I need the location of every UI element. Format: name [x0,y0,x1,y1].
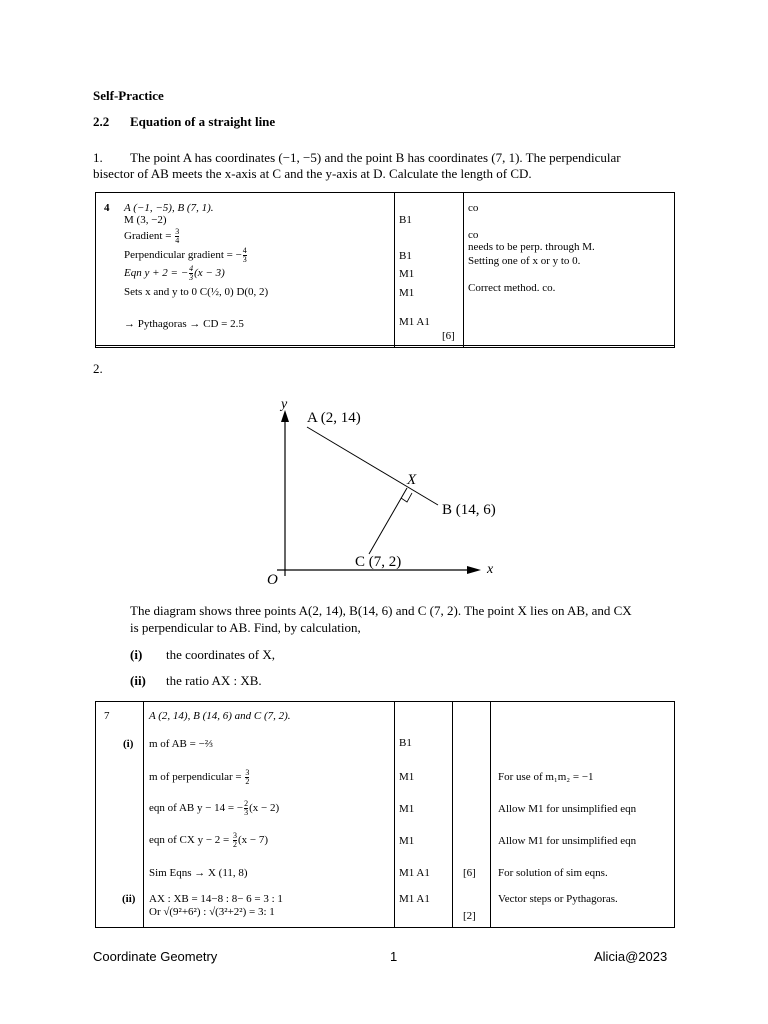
q2-row-6-note: Vector steps or Pythagoras. [498,893,618,905]
q1-row-1-work: A (−1, −5), B (7, 1). [124,202,214,214]
x-axis-arrow [467,566,481,574]
label-point-A: A (2, 14) [307,410,361,426]
q2-row-5-work: Sim Eqns → X (11, 8) [149,867,248,879]
q2-scheme-intro: A (2, 14), B (14, 6) and C (7, 2). [149,710,291,722]
q2-scheme-part-i: (i) [123,738,134,750]
label-y-axis: y [281,397,288,412]
q2-col-divider-1 [143,702,144,927]
q2-text-line2: is perpendicular to AB. Find, by calculation, [130,620,361,635]
q1-row-6-mark: M1 [399,287,415,299]
q1-row-7-mark: M1 A1 [399,316,430,328]
line-AB [307,427,438,505]
right-angle-mark [401,493,412,502]
label-x-axis: x [487,562,494,577]
q1-col-divider-2 [463,193,464,347]
q2-row-5-mark: M1 A1 [399,867,430,879]
label-point-B: B (14, 6) [442,502,496,518]
q1-row-3-work: Gradient = $\frac{3}{4}$ [124,227,180,245]
q2-row-3-work: eqn of AB y − 14 = − $\frac{2}{3}$ (x − 2) [149,799,280,817]
q2-col-divider-4 [490,702,491,927]
q2-row-1-mark: B1 [399,737,412,749]
q1-scheme-qnum: 4 [104,202,110,214]
q1-text-line2: bisector of AB meets the x-axis at C and the y-axis at D. Calculate the length of CD. [93,166,532,181]
q2-row-2-work: m of perpendicular = $\frac{3}{2}$ [149,768,250,786]
q2-row-2-mark: M1 [399,771,415,783]
q2-diagram [255,388,515,588]
q2-row-4-note: Allow M1 for unsimplified eqn [498,835,637,847]
q1-row-1-note: co [468,202,479,214]
section-label: Self-Practice [93,88,164,103]
footer-right: Alicia@2023 [594,949,668,964]
q1-text-line1: The point A has coordinates (−1, −5) and the point B has coordinates (7, 1). The perpendicular [130,150,621,165]
q2-row-3-mark: M1 [399,803,415,815]
q2-row-5-note: For solution of sim eqns. [498,867,608,879]
q2-number: 2. [93,361,103,376]
q1-row-5-note: Setting one of x or y to 0. [468,255,581,267]
q2-col-divider-3 [452,702,453,927]
footer-left: Coordinate Geometry [93,949,218,964]
q2-text-line1: The diagram shows three points A(2, 14), B(14, 6) and C (7, 2). The point X lies on AB, and CX [130,603,632,618]
q2-row-4-mark: M1 [399,835,415,847]
q1-row-2-work: M (3, −2) [124,214,167,226]
q2-scheme-part-ii: (ii) [122,893,136,905]
q2-row-2-note: For use of m₁m₂ = −1 [498,771,594,783]
q2-row-5-total: [6] [463,867,476,879]
q1-number: 1. [93,150,103,165]
q1-row-5-work: Eqn y + 2 = − $\frac{4}{3}$ (x − 3) [124,264,225,282]
q1-row-4-mark: B1 [399,250,412,262]
q2-part-ii-text: the ratio AX : XB. [166,673,262,688]
q2-part-i-label: (i) [130,647,143,662]
q2-col-divider-2 [394,702,395,927]
q2-part-i-text: the coordinates of X, [166,647,276,662]
q2-row-4-work: eqn of CX y − 2 = $\frac{3}{2}$ (x − 7) [149,831,269,849]
q1-row-6-note: Correct method. co. [468,282,556,294]
q2-row-7-total: [2] [463,910,476,922]
q1-total-marks: [6] [442,330,455,342]
q2-scheme-qnum: 7 [104,710,110,722]
q1-row-4-work: Perpendicular gradient = − $\frac{4}{3}$ [124,246,247,264]
q2-row-1-work: m of AB = −⅔ [149,738,214,750]
q2-row-6-mark: M1 A1 [399,893,430,905]
q1-bottom-rule [96,345,674,346]
topic-number: 2.2 [93,114,110,129]
label-point-C: C (7, 2) [355,554,402,570]
q2-mark-scheme [95,701,675,928]
q1-col-divider-1 [394,193,395,347]
q1-mark-scheme [95,192,675,348]
label-point-X: X [407,472,417,488]
q2-row-3-note: Allow M1 for unsimplified eqn [498,803,637,815]
q1-row-5-mark: M1 [399,268,415,280]
label-origin: O [267,572,278,588]
q2-part-ii-label: (ii) [130,673,146,688]
q1-row-6-work: Sets x and y to 0 C(½, 0) D(0, 2) [124,286,269,298]
q1-row-3-note: co [468,229,479,241]
q1-row-7-work: → Pythagoras → CD = 2.5 [124,318,244,330]
topic-title: Equation of a straight line [130,114,276,129]
q1-row-4-note: needs to be perp. through M. [468,241,595,253]
q2-row-7-work: Or √(9²+6²) : √(3²+2²) = 3: 1 [149,906,275,918]
footer-page-number: 1 [390,949,398,964]
q1-row-2-mark: B1 [399,214,412,226]
q2-row-6-work: AX : XB = 14−8 : 8− 6 = 3 : 1 [149,893,283,905]
